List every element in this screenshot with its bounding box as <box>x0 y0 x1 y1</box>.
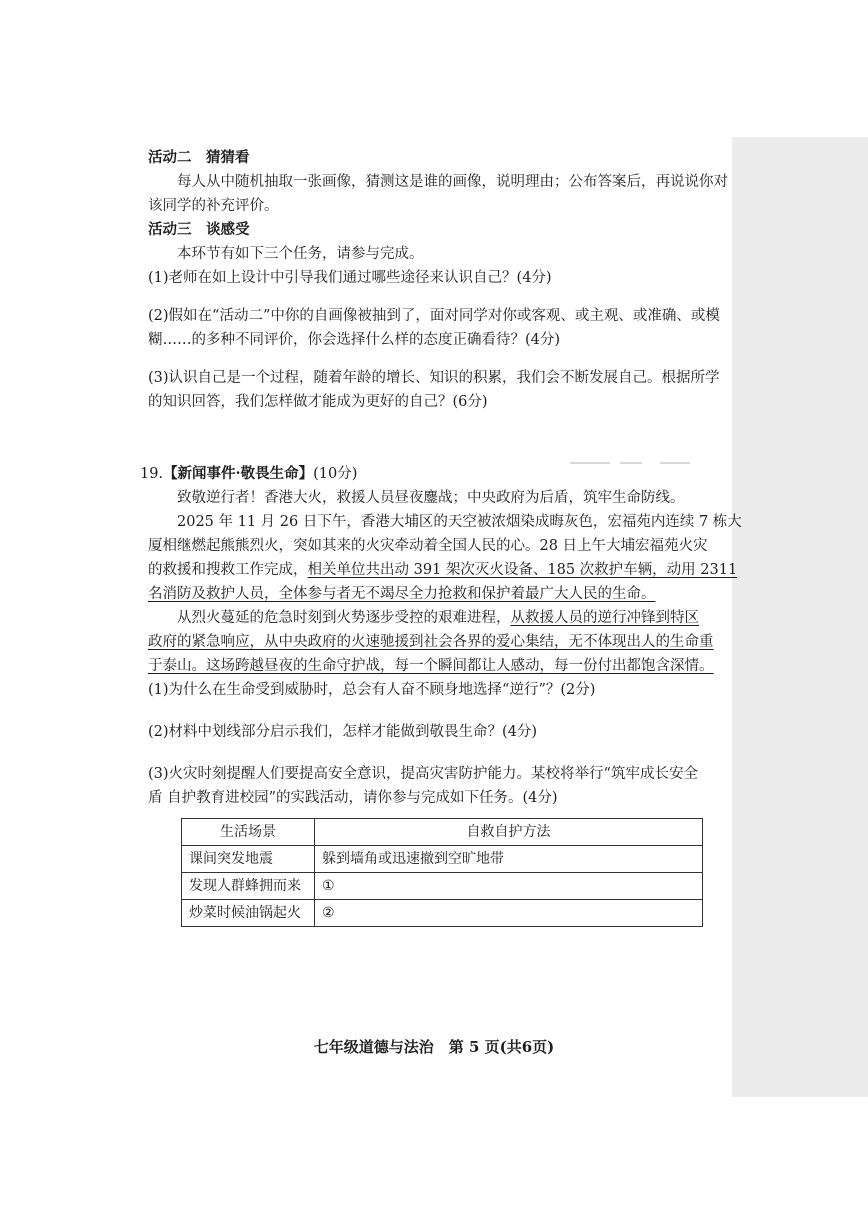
activity3-question-3-line2: 的知识回答，我们怎样做才能成为更好的自己？(6分) <box>148 394 488 410</box>
q19-para1-underlined-2: 名消防及救护人员，全体参与者无不竭尽全力抢救和保护着最广大人民的生命。 <box>148 586 656 602</box>
page-footer: 七年级道德与法治 第 5 页(共6页) <box>313 1038 555 1056</box>
self-rescue-table <box>181 818 703 927</box>
activity3-question-3-line1: (3)认识自己是一个过程，随着年龄的增长、知识的积累，我们会不断发展自己。根据所学 <box>148 370 720 386</box>
q19-para2-line1 <box>148 606 723 630</box>
q19-para2-line1-text: 从烈火蔓延的危急时刻到火势逐步受控的艰难进程， <box>177 610 511 626</box>
activity3-question-2-line2: 糊……的多种不同评价，你会选择什么样的态度正确看待？(4分) <box>148 332 561 348</box>
q19-points: (10分) <box>313 466 358 482</box>
q19-para1-underlined-1: 相关单位共出动 391 架次灭火设备、185 次救护车辆，动用 2311 <box>307 562 738 578</box>
q19-topic: 【新闻事件·敬畏生命】 <box>163 465 314 482</box>
exam-page <box>140 146 742 927</box>
activity3-question-1: (1)老师在如上设计中引导我们通过哪些途径来认识自己？(4分) <box>148 270 552 286</box>
table-cell-answer-2[interactable]: ② <box>315 900 703 927</box>
q19-para1-line3 <box>148 558 738 582</box>
side-panel <box>732 137 868 1097</box>
table-cell-scene: 课间突发地震 <box>182 846 315 873</box>
q19-question-1: (1)为什么在生命受到威胁时，总会有人奋不顾身地选择“逆行”？(2分) <box>148 682 596 698</box>
q19-para1-line3-text: 的救援和搜救工作完成， <box>148 562 308 578</box>
table-header-scene: 生活场景 <box>182 819 315 846</box>
table-cell-method: 躲到墙角或迅速撤到空旷地带 <box>315 846 703 873</box>
q19-para1-line2: 厦相继燃起熊熊烈火，突如其来的火灾牵动着全国人民的心。28 日上午大埔宏福苑火灾 <box>148 538 708 554</box>
q19-question-2: (2)材料中划线部分启示我们，怎样才能做到敬畏生命？(4分) <box>148 724 538 740</box>
activity2-title: 活动二 猜猜看 <box>148 149 250 166</box>
q19-para2-underlined-3: 于泰山。这场跨越昼夜的生命守护战，每一个瞬间都让人感动，每一份付出都饱含深情。 <box>148 658 714 674</box>
table-header-method: 自救自护方法 <box>315 819 703 846</box>
activity2-body-line1: 每人从中随机抽取一张画像，猜测这是谁的画像，说明理由；公布答案后，再说说你对 <box>177 174 728 190</box>
activity3-title: 活动三 谈感受 <box>148 221 250 238</box>
q19-para2-underlined-2: 政府的紧急响应，从中央政府的火速驰援到社会各界的爱心集结，无不体现出人的生命重 <box>148 634 714 650</box>
table-header-row <box>182 819 703 846</box>
activity2-body-line2: 该同学的补充评价。 <box>148 198 279 214</box>
q19-question-3-line2: 盾 自护教育进校园”的实践活动，请你参与完成如下任务。(4分) <box>148 790 558 806</box>
q19-para1-line1: 2025 年 11 月 26 日下午，香港大埔区的天空被浓烟染成晦灰色，宏福苑内连续 7 栋大 <box>177 514 742 530</box>
q19-heading <box>140 462 723 486</box>
activity3-question-2-line1: (2)假如在“活动二”中你的自画像被抽到了，面对同学对你或客观、或主观、或准确、或模 <box>148 308 720 324</box>
table-row <box>182 900 703 927</box>
table-row <box>182 873 703 900</box>
q19-number: 19. <box>140 466 164 482</box>
table-cell-scene: 炒菜时候油锅起火 <box>182 900 315 927</box>
table-cell-answer-1[interactable]: ① <box>315 873 703 900</box>
q19-para2-underlined-1: 从救援人员的逆行冲锋到特区 <box>510 610 699 626</box>
table-row <box>182 846 703 873</box>
activity3-intro: 本环节有如下三个任务，请参与完成。 <box>177 246 424 262</box>
table-cell-scene: 发现人群蜂拥而来 <box>182 873 315 900</box>
q19-question-3-line1: (3)火灾时刻提醒人们要提高安全意识，提高灾害防护能力。某校将举行“筑牢成长安全 <box>148 766 698 782</box>
q19-lead: 致敬逆行者！香港大火，救援人员昼夜鏖战；中央政府为后盾，筑牢生命防线。 <box>177 490 685 506</box>
